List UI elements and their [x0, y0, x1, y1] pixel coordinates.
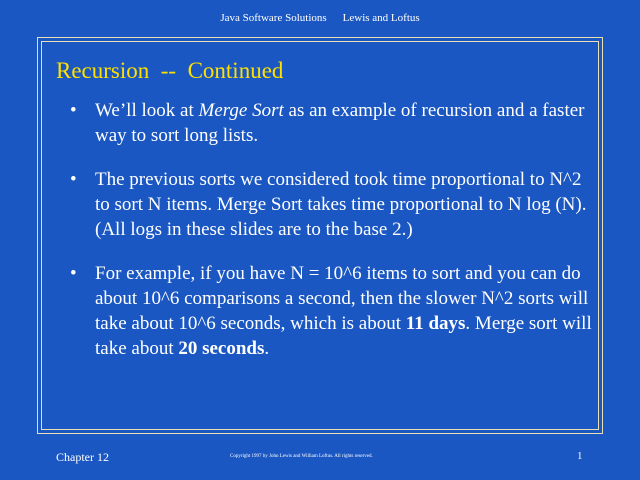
footer-chapter: Chapter 12: [56, 450, 109, 464]
footer-copyright: Copyright 1997 by John Lewis and William Loftus. All rights reserved.: [230, 454, 373, 459]
slide-title: Recursion -- Continued: [56, 58, 284, 83]
bullet-dot: •: [70, 169, 77, 190]
bullet-list: [70, 98, 600, 380]
bullet-dot: •: [70, 263, 77, 284]
bullet-text: For example, if you have N = 10^6 items to sort and you can do about 10^6 comparisons a second, then the slower N^2 sorts will take about 10^6 seconds, which is about: [95, 263, 589, 334]
footer-page-number: 1: [577, 450, 583, 462]
book-authors: Lewis and Loftus: [342, 12, 420, 24]
book-title: Java Software Solutions: [220, 12, 327, 24]
bullet-text: . Merge sort will take about: [95, 313, 592, 359]
bullet-dot: •: [70, 100, 77, 121]
bullet-text: .: [264, 338, 270, 359]
bullet-text: We’ll look at: [95, 100, 199, 121]
bullet-item: [70, 98, 600, 148]
bullet-emphasis: Merge Sort: [198, 100, 284, 121]
bullet-text: The previous sorts we considered took time proportional to N^2 to sort N items. Merge Sort takes time proportional to N log (N). (All logs in these slides are to the base 2.): [95, 169, 587, 240]
bullet-text: as an example of recursion and a faster way to sort long lists.: [95, 100, 585, 146]
bullet-item: [70, 261, 600, 361]
bullet-bold: 20 seconds: [178, 338, 265, 359]
bullet-bold: 11 days: [405, 313, 466, 334]
bullet-item: [70, 167, 600, 242]
slide-header: [0, 12, 640, 24]
